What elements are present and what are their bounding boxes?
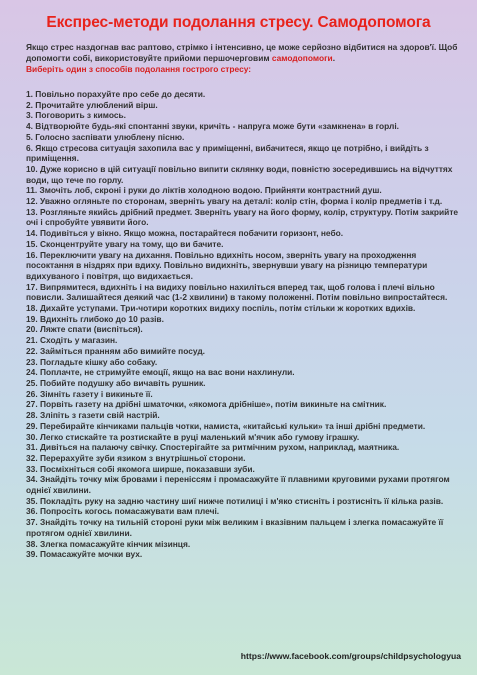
methods-list [26,89,463,560]
list-item: 5. Голосно заспівати улюблену пісню. [26,131,185,142]
list-item: 26. Зімніть газету і викиньте її. [26,388,153,399]
list-item: 1. Повільно порахуйте про себе до десяти. [26,89,206,99]
list-item: 29. Перебирайте кінчиками пальців чотки, намиста, «китайські кульки» та інші дрібні предмети. [26,420,426,431]
list-item: 35. Покладіть руку на задню частину шиї нижче потилиці і м'яко стисніть і розтисніть її кілька разів. [26,495,444,506]
list-item: 6. Якщо стресова ситуація захопила вас у приміщенні, вибачитеся, якщо це потрібно, і вийдіть з приміщення. [26,142,429,164]
list-item: 17. Випрямитеся, вдихніть і на видиху повільно нахиліться вперед так, щоб голова і плечі вільно повисли. Залишайтеся деякий час (1-2 хвилини) в такому положенні. Потім повільно випростайтеся. [26,281,448,303]
list-item: 13. Розгляньте якийсь дрібний предмет. Зверніть увагу на його форму, колір, структуру. Потім закрийте очі і спробуйте увявити його. [26,206,459,228]
list-item: 31. Дивіться на палаючу свічку. Спостерігайте за ритмічним рухом, наприклад, маятника. [26,442,400,453]
list-item: 15. Сконцентруйте увагу на тому, що ви бачите. [26,238,224,249]
list-item: 2. Прочитайте улюблений вірш. [26,99,158,110]
intro-instruction: Виберіть один з способів подолання гострого стресу: [26,63,252,74]
list-item: 39. Помасажуйте мочки вух. [26,549,143,560]
list-item: 20. Ляжте спати (виспіться). [26,324,143,335]
list-item: 36. Попросіть когось помасажувати вам плечі. [26,506,220,517]
intro-text [26,42,459,74]
page-title: Експрес-методи подолання стресу. Самодопомога [46,14,431,31]
list-item: 28. Зліпіть з газети свій настрій. [26,410,160,421]
list-item: 38. Злегка помасажуйте кінчик мізинця. [26,538,191,549]
list-item: 16. Переключити увагу на дихання. Повільно вдихніть носом, зверніть увагу на проходження посоктання в ніздрях при вдиху. Повільно видихніть, звернувши увагу на різницю температури вдихуваного і повітря, що видихається. [26,249,428,281]
list-item: 14. Подивіться у вікно. Якщо можна, постарайтеся побачити горизонт, небо. [26,228,344,239]
list-item: 37. Знайдіть точку на тильній стороні руки між великим і вказівним пальцем і злегка помасажуйте її протягом однієї хвилини. [26,517,444,538]
intro-highlight: самодопомоги [271,52,333,63]
list-item: 12. Уважно огляньте по сторонам, зверніть увагу на деталі: колір стін, форма і колір предметів і т.д. [26,196,443,207]
list-item: 11. Змочіть лоб, скроні і руки до ліктів холодною водою. Прийняти контрастний душ. [26,185,382,196]
list-item: 19. Вдихніть глибоко до 10 разів. [26,313,164,324]
list-item: 18. Дихайте уступами. Три-чотири коротких видиху поспіль, потім стільки ж коротких вдихів. [26,303,416,314]
list-item: 34. Знайдіть точку між бровами і переніссям і промасажуйте її плавними круговими рухами протягом однієї хвилини. [26,474,450,496]
list-item: 4. Відтворюйте будь-які спонтанні звуки, кричіть - напруга може бути «замкнена» в горлі. [26,121,400,132]
list-item: 24. Поплачте, не стримуйте емоції, якщо на вас вони нахлинули. [26,367,295,378]
list-item: 23. Погладьте кішку або собаку. [26,356,158,367]
intro-sentence: Якщо стрес наздогнав вас раптово, стрімко і інтенсивно, це може серйозно відбитися на здоров'ї. Щоб допомогти собі, використовуйте прийоми першочерговим [26,42,458,63]
list-item: 30. Легко стискайте та розтискайте в руці маленький м'ячик або гумову іграшку. [26,431,360,442]
list-item: 10. Дуже корисно в цій ситуації повільно випити склянку води, повністю зосередившись на відчуттях води, що тече по горлу. [26,163,453,185]
list-item: 32. Перерахуйте зуби язиком з внутрішньої сторони. [26,452,246,463]
list-item: 21. Сходіть у магазин. [26,335,118,346]
intro-end: . [332,52,336,63]
footer-link[interactable]: https://www.facebook.com/groups/childpsychologyua [240,651,461,661]
list-item: 27. Порвіть газету на дрібні шматочки, «якомога дрібніше», потім викиньте на смітник. [26,399,387,410]
list-item: 3. Поговорить з кимось. [26,110,126,121]
list-item: 25. Побийте подушку або вичавіть рушник. [26,377,206,388]
list-item: 22. Займіться пранням або вимийте посуд. [26,345,205,356]
list-item: 33. Посміхніться собі якомога ширше, показавши зуби. [26,463,255,474]
